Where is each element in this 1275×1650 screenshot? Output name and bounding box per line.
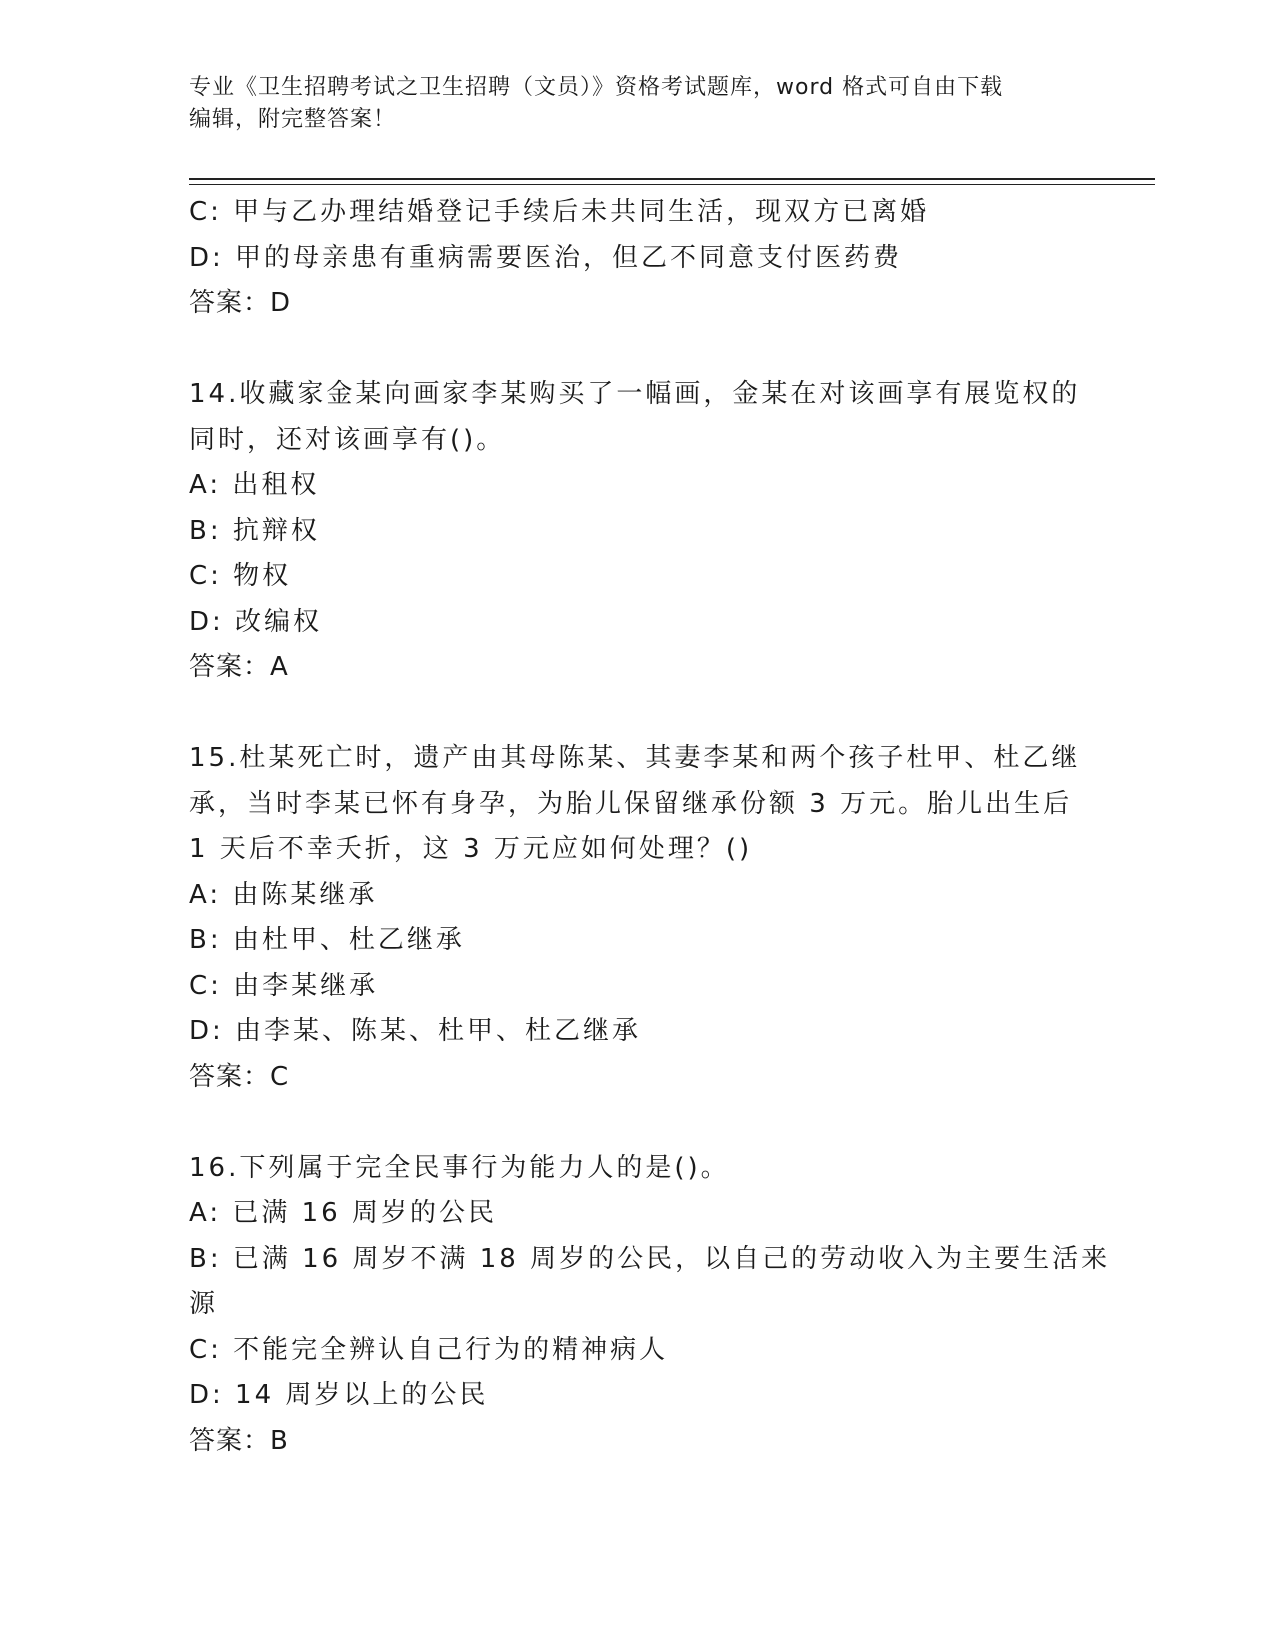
option-d: D: 由李某、陈某、杜甲、杜乙继承: [189, 1016, 642, 1046]
question-stem: 承，当时李某已怀有身孕，为胎儿保留继承份额 3 万元。胎儿出生后: [189, 788, 1073, 819]
option-a: A: 已满 16 周岁的公民: [189, 1198, 497, 1228]
question-stem: 同时，还对该画享有()。: [189, 424, 506, 455]
option-a: A: 由陈某继承: [189, 879, 378, 910]
question-stem: 16.下列属于完全民事行为能力人的是()。: [189, 1152, 730, 1183]
question-14: [189, 372, 1089, 691]
option-b: B: 已满 16 周岁不满 18 周岁的公民，以自己的劳动收入为主要生活来: [189, 1243, 1111, 1274]
question-stem: 15.杜某死亡时，遗产由其母陈某、其妻李某和两个孩子杜甲、杜乙继: [189, 743, 1081, 773]
option-c: C: 不能完全辨认自己行为的精神病人: [189, 1334, 669, 1365]
answer-label: 答案：A: [189, 652, 289, 682]
option-b: B: 由杜甲、杜乙继承: [189, 925, 465, 955]
question-list: [189, 190, 1111, 1464]
option-d: D: 甲的母亲患有重病需要医治，但乙不同意支付医药费: [189, 242, 903, 273]
document-header: [189, 72, 1089, 136]
question-16: [189, 1146, 1111, 1465]
answer-label: 答案：B: [189, 1425, 289, 1456]
spacer: [189, 1100, 1089, 1146]
option-b: B: 抗辩权: [189, 515, 320, 546]
question-15: [189, 736, 1089, 1100]
answer-label: 答案：C: [189, 1061, 290, 1092]
option-b-continued: 源: [189, 1289, 219, 1319]
spacer: [189, 691, 1089, 737]
option-c: C: 物权: [189, 561, 292, 591]
question-stem: 1 天后不幸夭折，这 3 万元应如何处理？(): [189, 834, 753, 864]
option-c: C: 甲与乙办理结婚登记手续后未共同生活，现双方已离婚: [189, 197, 930, 227]
option-a: A: 出租权: [189, 470, 320, 500]
option-d: D: 14 周岁以上的公民: [189, 1380, 489, 1410]
question-stem: 14.收藏家金某向画家李某购买了一幅画，金某在对该画享有展览权的: [189, 379, 1081, 409]
header-line-1: 专业《卫生招聘考试之卫生招聘（文员）》资格考试题库，word 格式可自由下载: [189, 75, 1004, 100]
spacer: [189, 327, 1089, 373]
header-line-2: 编辑，附完整答案！: [189, 107, 397, 132]
header-divider: [189, 178, 1155, 185]
option-d: D: 改编权: [189, 606, 323, 637]
answer-label: 答案：D: [189, 288, 292, 318]
question-13: [189, 190, 1089, 327]
option-c: C: 由李某继承: [189, 970, 379, 1001]
